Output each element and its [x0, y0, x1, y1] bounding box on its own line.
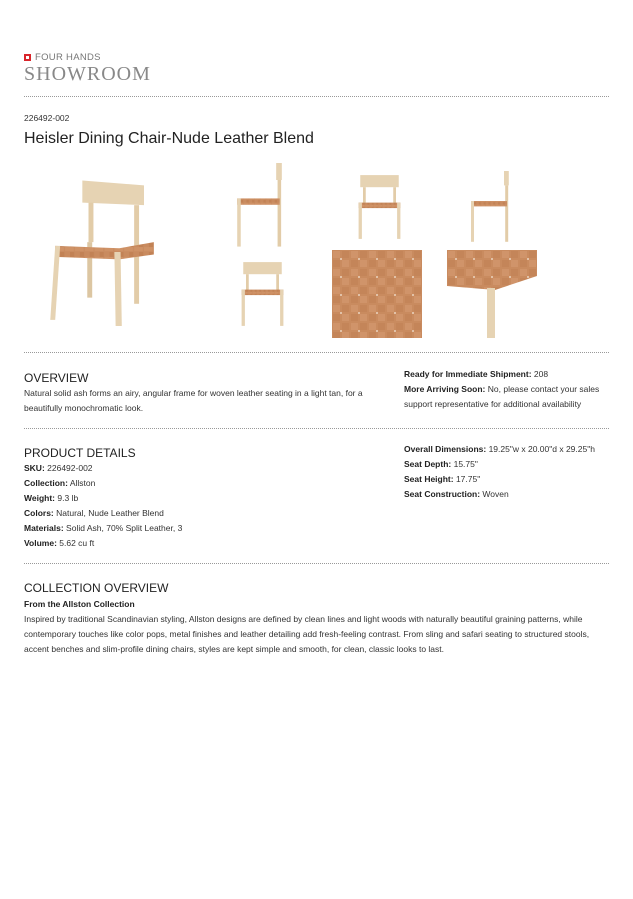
value: No, please contact your sales support representative for additional availability [404, 384, 600, 409]
brand-square-icon [24, 54, 31, 61]
value: Natural, Nude Leather Blend [53, 508, 164, 518]
chair-side-image [462, 168, 522, 246]
value: 226492-002 [44, 463, 93, 473]
value: Allston [67, 478, 96, 488]
availability-more [404, 382, 614, 412]
label: Seat Construction: [404, 489, 481, 499]
brand-logo [24, 52, 101, 63]
value: 5.62 cu ft [56, 538, 95, 548]
detail-weight [24, 491, 364, 506]
chair-angle-image [224, 163, 300, 248]
main-chair-image [42, 178, 172, 326]
value: Solid Ash, 70% Split Leather, 3 [63, 523, 183, 533]
label: Seat Height: [404, 474, 454, 484]
divider [24, 428, 609, 429]
availability-block [404, 367, 614, 412]
dimensions-list [404, 442, 624, 502]
detail-materials [24, 521, 364, 536]
divider [24, 96, 609, 97]
value: 9.3 lb [55, 493, 79, 503]
label: Weight: [24, 493, 56, 503]
collection-subheading: From the Allston Collection [24, 599, 135, 609]
weave-closeup-image [332, 250, 422, 338]
label: Colors: [24, 508, 54, 518]
detail-sku [24, 461, 364, 476]
weave-corner-image [447, 250, 537, 338]
availability-ready [404, 367, 614, 382]
details-heading: PRODUCT DETAILS [24, 446, 136, 460]
overview-heading: OVERVIEW [24, 371, 89, 385]
value: 17.75" [453, 474, 481, 484]
label: Materials: [24, 523, 64, 533]
dim-seat-depth [404, 457, 624, 472]
label: Ready for Immediate Shipment: [404, 369, 532, 379]
label: More Arriving Soon: [404, 384, 486, 394]
brand-top-text: FOUR HANDS [35, 52, 101, 63]
label: Collection: [24, 478, 68, 488]
divider [24, 563, 609, 564]
overview-text: Natural solid ash forms an airy, angular frame for woven leather seating in a light tan, for a beautifully monochromatic look. [24, 388, 363, 413]
detail-volume [24, 536, 364, 551]
label: Overall Dimensions: [404, 444, 487, 454]
value: Woven [480, 489, 509, 499]
label: Seat Depth: [404, 459, 452, 469]
dim-seat-construction [404, 487, 624, 502]
value: 15.75" [451, 459, 478, 469]
dim-seat-height [404, 472, 624, 487]
label: SKU: [24, 463, 45, 473]
value: 208 [531, 369, 549, 379]
collection-heading: COLLECTION OVERVIEW [24, 581, 169, 595]
chair-front-image [352, 168, 407, 246]
brand-showroom: SHOWROOM [24, 63, 151, 85]
product-title: Heisler Dining Chair-Nude Leather Blend [24, 130, 314, 147]
value: 19.25"w x 20.00"d x 29.25"h [486, 444, 595, 454]
product-sku: 226492-002 [24, 113, 70, 123]
details-list [24, 461, 364, 551]
divider [24, 352, 609, 353]
label: Volume: [24, 538, 57, 548]
detail-collection [24, 476, 364, 491]
chair-back-image [235, 256, 290, 332]
dim-overall [404, 442, 624, 457]
collection-text: Inspired by traditional Scandinavian styling, Allston designs are defined by clean lines and light woods with naturally beautiful graining patterns, while contemporary touches like color pops, metal finishes and leather detailing add fresh-feeling contrast. From sling and safari seating to structured stools, accent benches and slim-profile dining chairs, styles are kept simple and smooth, for clean, classic looks to last. [24, 614, 590, 654]
detail-colors [24, 506, 364, 521]
